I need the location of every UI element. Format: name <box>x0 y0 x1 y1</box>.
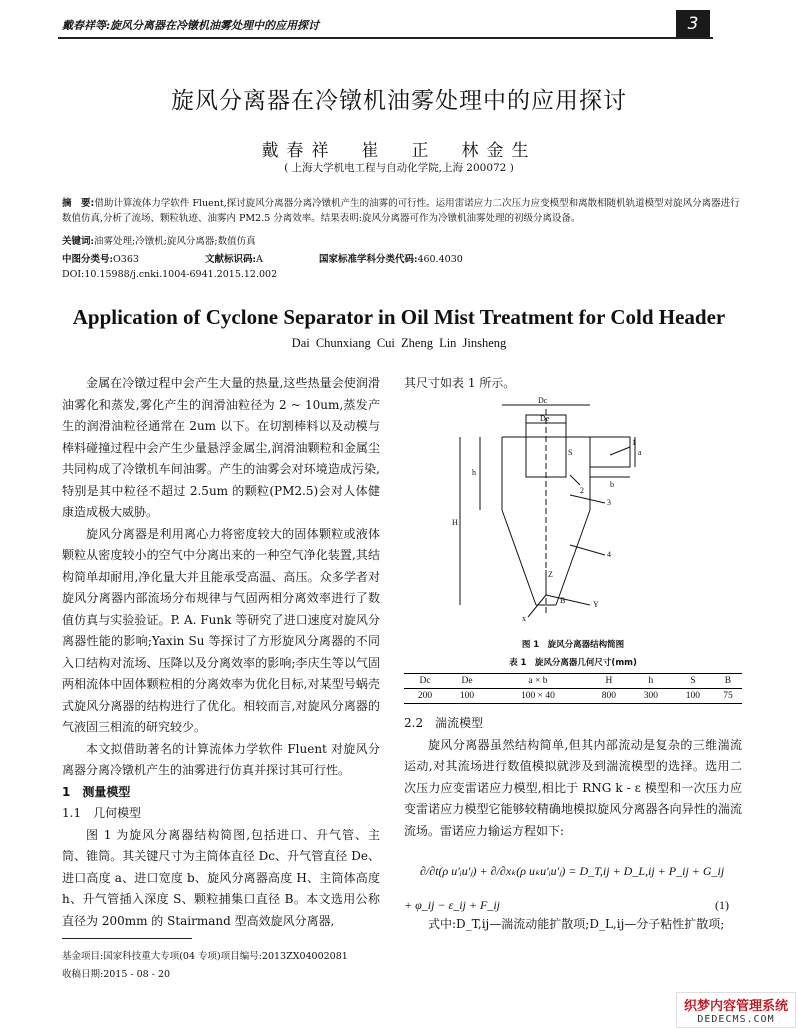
label-a: a <box>638 448 642 457</box>
label-z: Z <box>548 570 553 579</box>
inlet <box>590 437 630 467</box>
label-b: b <box>610 480 614 489</box>
label-1: 1 <box>632 438 636 447</box>
cone-left <box>502 510 536 605</box>
page-number: 3 <box>676 10 710 38</box>
received-date: 收稿日期:2015 - 08 - 20 <box>62 969 171 980</box>
table-cell: 100 <box>672 689 714 704</box>
leader-3 <box>570 495 605 503</box>
watermark-line-1: 织梦内容管理系统 <box>683 999 788 1014</box>
label-x: x <box>522 614 526 623</box>
equation-line-1: ∂/∂t(ρ u′ᵢu′ⱼ) + ∂/∂xₖ(ρ uₖu′ᵢu′ⱼ) = D_T,ij + D_L,ij + P_ij + G_ij <box>420 864 725 878</box>
label-3: 3 <box>607 498 611 507</box>
table-cell: 100 × 40 <box>488 689 588 704</box>
clc-label: 中图分类号: <box>62 254 114 265</box>
label-dc: Dc <box>538 396 548 405</box>
y-axis <box>546 595 590 605</box>
classification-line <box>62 251 463 265</box>
table-header-row <box>404 674 742 689</box>
x-axis <box>528 595 546 617</box>
label-de: De <box>540 414 550 423</box>
dimensions-table <box>404 673 742 704</box>
doc-code-label: 文献标识码: <box>205 254 257 265</box>
paragraph: 图 1 为旋风分离器结构简图,包括进口、升气管、主筒、锥筒。其关键尺寸为主筒体直径 Dc、升气管直径 De、进口高度 a、进口宽度 b、旋风分离器高度 H、主筒体高度 h、升气管插入深度 S、颗粒捕集口直径 B。本文选用公称直径为 200mm 的 Stairmand 型高效旋风分离器, <box>62 827 380 928</box>
equation-line-2: + φ_ij − ε_ij + F_ij <box>404 898 500 912</box>
table-caption: 表 1 旋风分离器几何尺寸(mm) <box>509 658 637 668</box>
header-rule <box>58 37 713 39</box>
doi: DOI:10.15988/j.cnki.1004-6941.2015.12.002 <box>62 269 278 280</box>
paragraph: 本文拟借助著名的计算流体力学软件 Fluent 对旋风分离器分离冷镦机产生的油雾进行仿真并探讨其可行性。 <box>62 741 380 777</box>
keywords-line <box>62 233 256 247</box>
table-cell: 200 <box>404 689 446 704</box>
running-head: 戴春祥等:旋风分离器在冷镦机油雾处理中的应用探讨 <box>62 19 320 32</box>
table-cell: 75 <box>714 689 742 704</box>
section-heading: 1 测量模型 <box>62 784 131 799</box>
paragraph: 金属在冷镦过程中会产生大量的热量,这些热量会使润滑油雾化和蒸发,雾化产生的润滑油粒径为 2 ~ 10um,蒸发产生的润滑油粒径通常在 2um 以下。在切割棒料以及动模与棒料碰撞过程中会产生少量悬浮金属尘,润滑油颗粒和金属尘共同构成了冷镦机车间油雾。产生的油雾会对环境造成污染,特别是其中粒径不超过 2.5um 的颗粒(PM2.5)会对人体健康造成极大威胁。 <box>62 376 380 519</box>
label-B: B <box>560 596 566 605</box>
right-column-body <box>404 713 742 842</box>
table-header: h <box>630 674 672 689</box>
leader-1 <box>610 447 630 455</box>
authors-cn: 戴春祥 崔 正 林金生 <box>261 141 537 161</box>
label-H: H <box>452 518 458 527</box>
clc-code: O363 <box>113 254 139 265</box>
table-header: a × b <box>488 674 588 689</box>
label-y: Y <box>593 600 599 609</box>
paragraph: 式中:D_T,ij—湍流动能扩散项;D_L,ij—分子粘性扩散项; <box>428 917 725 931</box>
doc-code: A <box>256 254 263 265</box>
right-column-top <box>404 373 742 395</box>
label-h: h <box>472 468 476 477</box>
label-4: 4 <box>607 550 611 559</box>
title-en: Application of Cyclone Separator in Oil Mist Treatment for Cold Header <box>72 305 726 329</box>
label-S: S <box>568 448 573 457</box>
abstract-label: 摘 要: <box>62 198 95 209</box>
table-header: De <box>446 674 488 689</box>
keywords: 油雾处理;冷镦机;旋风分离器;数值仿真 <box>94 236 256 247</box>
fund-note: 基金项目:国家科技重大专项(04 专项)项目编号:2013ZX04002081 <box>62 951 348 962</box>
label-2: 2 <box>580 486 584 495</box>
authors-en: Dai Chunxiang Cui Zheng Lin Jinsheng <box>291 336 507 350</box>
table-cell: 800 <box>588 689 630 704</box>
footnote-rule <box>62 938 192 939</box>
table-row <box>404 689 742 704</box>
subject-label: 国家标准学科分类代码: <box>318 254 418 265</box>
equation-number: (1) <box>715 898 729 912</box>
abstract-text: 借助计算流体力学软件 Fluent,探讨旋风分离器分离冷镦机产生的油雾的可行性。运用雷诺应力二次压力应变模型和离散相随机轨道模型对旋风分离器进行数值仿真,分析了流场、颗粒轨迹、油雾内 PM2.5 分离效率。结果表明:旋风分离器可作为冷镦机油雾处理的初级分离设备。 <box>62 198 740 224</box>
table-cell: 300 <box>630 689 672 704</box>
figure-caption: 图 1 旋风分离器结构简图 <box>521 640 625 650</box>
table-header: Dc <box>404 674 446 689</box>
table-cell: 100 <box>446 689 488 704</box>
table-header: H <box>588 674 630 689</box>
table-header: B <box>714 674 742 689</box>
subsection-heading: 2.2 湍流模型 <box>404 716 484 730</box>
table-header: S <box>672 674 714 689</box>
affiliation-cn: ( 上海大学机电工程与自动化学院,上海 200072 ) <box>284 162 514 174</box>
cone-right <box>556 510 590 605</box>
page-title-cn: 旋风分离器在冷镦机油雾处理中的应用探讨 <box>171 88 627 114</box>
cyclone-figure <box>430 395 650 627</box>
left-column <box>62 373 380 932</box>
watermark <box>676 992 796 1028</box>
watermark-line-2: DEDECMS.COM <box>697 1014 775 1025</box>
paragraph: 旋风分离器虽然结构简单,但其内部流动是复杂的三维湍流运动,对其流场进行数值模拟就涉及到湍流模型的选择。选用二次压力应变雷诺应力模型,相比于 RNG k - ε 模型和一次压力应变雷诺应力模型它能够较精确地模拟旋风分离器各向异性的湍流流场。雷诺应力输运方程如下: <box>404 737 742 838</box>
abstract <box>62 196 742 226</box>
subsection-heading: 1.1 几何模型 <box>62 806 142 820</box>
paragraph: 其尺寸如表 1 所示。 <box>404 376 516 390</box>
keywords-label: 关键词: <box>62 236 95 247</box>
paragraph: 旋风分离器是利用离心力将密度较大的固体颗粒或液体颗粒从密度较小的空气中分离出来的一种空气净化装置,其结构简单却耐用,净化量大并且能承受高温、高压。众多学者对旋风分离器内部流场分布规律与气固两相分离效率进行了数值仿真与实验验证。P. A. Funk 等研究了进口速度对旋风分离器性能的影响;Yaxin Su 等探讨了方形旋风分离器的不同入口结构对流场、压降以及分离效率的影响;李庆生等以气固两相流体中固体颗粒相的分离效率为优化目标,对某型号蜗壳式旋风分离器的结构进行了优化。相较而言,对旋风分离器的气液固三相流的研究较少。 <box>62 526 380 734</box>
subject-code: 460.4030 <box>417 254 463 265</box>
right-column-tail <box>404 914 742 936</box>
leader-2 <box>570 475 580 485</box>
